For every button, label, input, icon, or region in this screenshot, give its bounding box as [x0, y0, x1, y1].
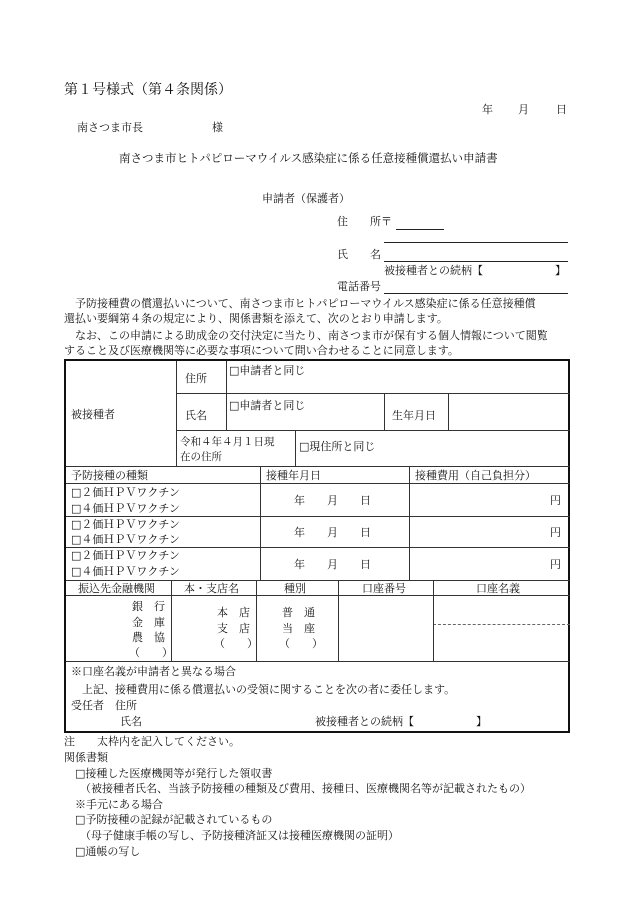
row1-cost-unit: 円: [550, 494, 561, 507]
applicant-postal-field[interactable]: [396, 229, 444, 230]
delegate-address-label: 受任者 住所: [71, 699, 137, 712]
account-type-checking: 当 座: [282, 622, 315, 635]
row2-vaccine-2valent-checkbox[interactable]: □２価ＨＰＶワクチン: [71, 518, 180, 531]
applicant-phone-field[interactable]: [384, 293, 568, 294]
recipient-label: 被接種者: [71, 408, 115, 421]
recipient-prior-address-label-line-1: 令和４年４月１日現: [180, 436, 275, 448]
row2-cost-unit: 円: [550, 526, 561, 539]
applicant-name-field[interactable]: [384, 261, 568, 262]
bank-institution-header: 振込先金融機関: [78, 582, 155, 595]
recipient-prior-address-label-line-2: 在の住所: [180, 451, 222, 463]
doc-passbook-checkbox[interactable]: □通帳の写し: [75, 845, 141, 858]
doc-hand-note: ※手元にある場合: [75, 798, 163, 811]
doc-receipt-checkbox[interactable]: □接種した医療機関等が発行した領収書: [75, 767, 273, 780]
row3-vaccine-2valent-checkbox[interactable]: □２価ＨＰＶワクチン: [71, 549, 180, 562]
body-paragraph-1-line-1: 予防接種費の償還払いについて、南さつま市ヒトパピローマウイルス感染症に係る任意接種償: [75, 297, 536, 310]
applicant-address-field[interactable]: [384, 242, 568, 243]
row1-vaccination-date[interactable]: 年 月 日: [294, 494, 371, 507]
delegate-relation-label: 被接種者との続柄【: [315, 715, 414, 728]
row3-vaccine-4valent-checkbox[interactable]: □４価ＨＰＶワクチン: [71, 565, 180, 578]
doc-vaccination-record-checkbox[interactable]: □予防接種の記録が記載されているもの: [75, 813, 273, 826]
account-type-ordinary: 普 通: [282, 606, 315, 619]
applicant-relation-close: 】: [555, 264, 566, 277]
applicant-address-label: 住 所〒: [337, 215, 392, 228]
bank-account-type-header: 種別: [284, 582, 306, 595]
doc-receipt-detail: （被接種者氏名、当該予防接種の種類及び費用、接種日、医療機関名等が記載されたもの）: [80, 782, 531, 795]
row2-vaccine-4valent-checkbox[interactable]: □４価ＨＰＶワクチン: [71, 533, 180, 546]
bank-account-holder-header: 口座名義: [476, 582, 520, 595]
bank-type-bank: 銀 行: [132, 600, 165, 613]
vaccination-cost-header: 接種費用（自己負担分）: [415, 469, 536, 482]
bank-account-number-header: 口座番号: [362, 582, 406, 595]
bank-branch-header: 本・支店名: [184, 582, 239, 595]
applicant-relation-label: 被接種者との続柄【: [384, 264, 483, 277]
recipient-birthdate-label: 生年月日: [392, 409, 436, 422]
delegation-text: 上記、接種費用に係る償還払いの受領に関することを次の者に委任します。: [82, 683, 456, 696]
addressee-honorific: 様: [212, 121, 223, 134]
form-number: 第１号様式（第４条関係）: [64, 82, 232, 98]
applicant-phone-label: 電話番号: [337, 280, 381, 293]
date-year-label: 年: [482, 103, 493, 116]
footer-note: 注 太枠内を記入してください。: [64, 735, 240, 748]
recipient-name-same-checkbox[interactable]: □申請者と同じ: [229, 399, 306, 412]
body-paragraph-1-line-2: 還払い要綱第４条の規定により、関係書類を添えて、次のとおり申請します。: [64, 312, 448, 325]
doc-vaccination-record-detail: （母子健康手帳の写し、予防接種済証又は接種医療機関の証明）: [80, 829, 399, 842]
addressee: 南さつま市長: [77, 121, 143, 134]
branch-type-main: 本 店: [217, 606, 250, 619]
recipient-address-label: 住所: [185, 372, 207, 385]
delegate-name-label: 氏名: [120, 715, 142, 728]
branch-type-other: （ ）: [214, 637, 258, 650]
recipient-prior-address-same-checkbox[interactable]: □現住所と同じ: [299, 440, 376, 453]
row3-vaccination-date[interactable]: 年 月 日: [294, 558, 371, 571]
body-paragraph-2-line-2: すること及び医療機関等に必要な事項について問い合わせることに同意します。: [64, 344, 459, 357]
document-title: 南さつま市ヒトパピローマウイルス感染症に係る任意接種償還払い申請書: [119, 151, 498, 165]
delegate-relation-close: 】: [476, 715, 487, 728]
bank-type-shinkin: 金 庫: [132, 616, 165, 629]
row1-vaccine-4valent-checkbox[interactable]: □４価ＨＰＶワクチン: [71, 502, 180, 515]
application-form-table: [64, 359, 570, 733]
bank-type-ja: 農 協: [132, 631, 165, 644]
account-type-other: （ ）: [279, 637, 323, 650]
applicant-heading: 申請者（保護者）: [262, 192, 350, 205]
row2-vaccination-date[interactable]: 年 月 日: [294, 526, 371, 539]
row1-vaccine-2valent-checkbox[interactable]: □２価ＨＰＶワクチン: [71, 486, 180, 499]
date-month-label: 月: [518, 103, 529, 116]
delegation-note: ※口座名義が申請者と異なる場合: [71, 665, 236, 678]
vaccine-type-header: 予防接種の種類: [71, 469, 148, 482]
recipient-address-same-checkbox[interactable]: □申請者と同じ: [229, 364, 306, 377]
vaccination-date-header: 接種年月日: [266, 469, 321, 482]
branch-type-branch: 支 店: [217, 622, 250, 635]
bank-type-other: （ ）: [129, 646, 173, 659]
related-documents-heading: 関係書類: [64, 751, 108, 764]
date-day-label: 日: [556, 103, 567, 116]
applicant-name-label: 氏 名: [337, 248, 381, 261]
body-paragraph-2-line-1: なお、この申請による助成金の交付決定に当たり、南さつま市が保有する個人情報について閲覧: [75, 329, 548, 342]
recipient-name-label: 氏名: [185, 409, 207, 422]
row3-cost-unit: 円: [550, 558, 561, 571]
